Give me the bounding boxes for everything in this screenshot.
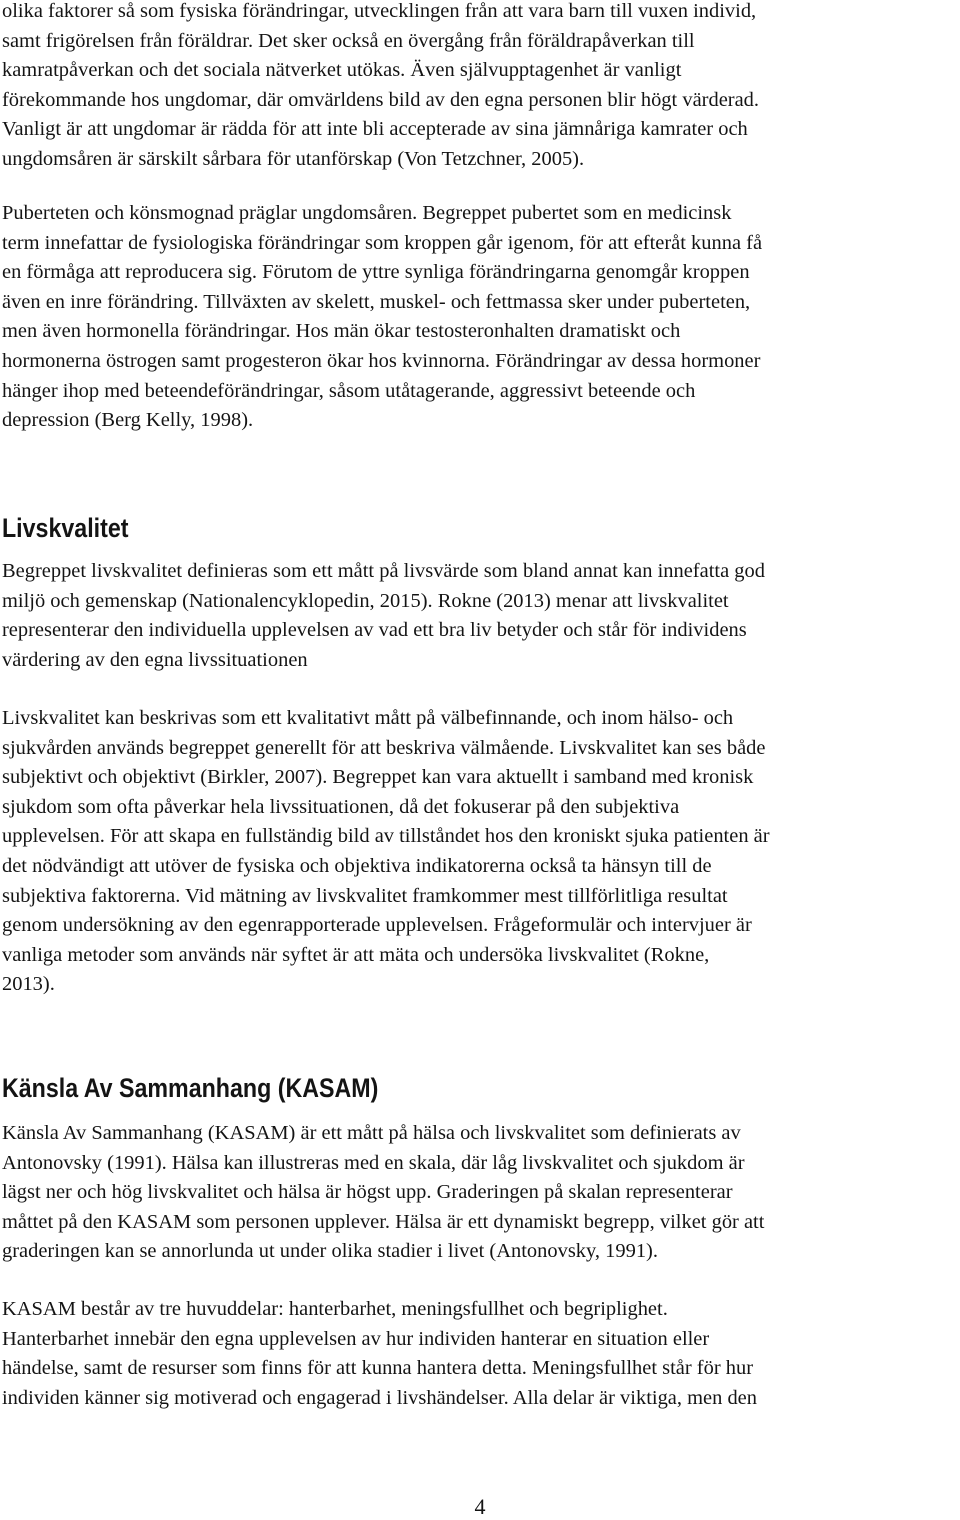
text-line: Livskvalitet kan beskrivas som ett kvalitativt mått på välbefinnande, och inom hälso- och [2, 707, 734, 729]
heading-livskvalitet: Livskvalitet [2, 513, 129, 543]
text-line: Begreppet livskvalitet definieras som ett mått på livsvärde som bland annat kan innefatta god [2, 560, 765, 582]
text-line: samt frigörelsen från föräldrar. Det sker också en övergång från föräldrapåverkan till [2, 29, 695, 52]
text-line: det nödvändigt att utöver de fysiska och objektiva indikatorerna också ta hänsyn till de [2, 854, 712, 877]
text-line: subjektiva faktorerna. Vid mätning av livskvalitet framkommer mest tillförlitliga resultat [2, 884, 728, 907]
text-line: KASAM består av tre huvuddelar: hanterbarhet, meningsfullhet och begriplighet. [2, 1298, 668, 1320]
text-line: händelse, samt de resurser som finns för att kunna hantera detta. Meningsfullhet står för hur [2, 1357, 754, 1380]
paragraph-livskvalitet-definition [2, 557, 958, 675]
text-line: Hanterbarhet innebär den egna upplevelsen av hur individen hanterar en situation eller [2, 1327, 710, 1350]
text-line: olika faktorer så som fysiska förändringar, utvecklingen från att vara barn till vuxen individ, [2, 0, 757, 22]
page-number: 4 [474, 1494, 486, 1519]
text-line: förekommande hos ungdomar, där omvärldens bild av den egna personen blir högt värderad. [2, 88, 760, 111]
text-line: värdering av den egna livssituationen [2, 648, 308, 671]
text-line: upplevelsen. För att skapa en fullständig bild av tillståndet hos den kroniskt sjuka patienten är [2, 825, 770, 848]
text-line: sjukdom som ofta påverkar hela livssituationen, då det fokuserar på den subjektiva [2, 795, 680, 818]
text-line: ungdomsåren är särskilt sårbara för utanförskap (Von Tetzchner, 2005). [2, 147, 585, 170]
text-line: Vanligt är att ungdomar är rädda för att inte bli accepterade av sina jämnåriga kamrater och [2, 118, 748, 141]
text-line: miljö och gemenskap (Nationalencyklopedin, 2015). Rokne (2013) menar att livskvalitet [2, 589, 729, 612]
text-line: Antonovsky (1991). Hälsa kan illustreras med en skala, där låg livskvalitet och sjukdom är [2, 1151, 745, 1174]
text-line: sjukvården används begreppet generellt för att beskriva välmående. Livskvalitet kan ses både [2, 736, 766, 759]
text-line: 2013). [2, 973, 55, 996]
text-line: term innefattar de fysiologiska förändringar som kroppen går igenom, för att efteråt kunna få [2, 231, 763, 254]
text-line: kamratpåverkan och det sociala nätverket utökas. Även självupptagenhet är vanligt [2, 59, 682, 82]
text-line: även en inre förändring. Tillväxten av skelett, muskel- och fettmassa sker under puberteten, [2, 290, 751, 313]
text-line: individen känner sig motiverad och engagerad i livshändelser. Alla delar är viktiga, men den [2, 1386, 757, 1409]
paragraph-kasam-definition [2, 1119, 958, 1267]
text-line: depression (Berg Kelly, 1998). [2, 409, 254, 432]
text-line: Känsla Av Sammanhang (KASAM) är ett mått på hälsa och livskvalitet som definierats av [2, 1122, 741, 1144]
paragraph-puberty [2, 199, 958, 436]
text-line: subjektivt och objektivt (Birkler, 2007). Begreppet kan vara aktuellt i samband med kronisk [2, 766, 754, 789]
text-line: måttet på den KASAM som personen upplever. Hälsa är ett dynamiskt begrepp, vilket gör att [2, 1210, 765, 1233]
heading-kasam: Känsla Av Sammanhang (KASAM) [2, 1073, 379, 1103]
text-line: Puberteten och könsmognad präglar ungdomsåren. Begreppet pubertet som en medicinsk [2, 202, 732, 224]
text-line: men även hormonella förändringar. Hos män ökar testosteronhalten dramatiskt och [2, 320, 681, 343]
text-line: representerar den individuella upplevelsen av vad ett bra liv betyder och står för individens [2, 619, 747, 642]
paragraph-livskvalitet-description [2, 704, 958, 1000]
paragraph-adolescence-factors [2, 0, 958, 175]
text-line: vanliga metoder som används när syftet är att mäta och undersöka livskvalitet (Rokne, [2, 943, 710, 966]
text-line: hänger ihop med beteendeförändringar, såsom utåtagerande, aggressivt beteende och [2, 379, 696, 402]
text-line: graderingen kan se annorlunda ut under olika stadier i livet (Antonovsky, 1991). [2, 1240, 658, 1263]
text-line: genom undersökning av den egenrapporterade upplevelsen. Frågeformulär och intervjuer är [2, 914, 752, 937]
text-line: hormonerna östrogen samt progesteron ökar hos kvinnorna. Förändringar av dessa hormoner [2, 349, 761, 372]
text-line: lägst ner och hög livskvalitet och hälsa är högst upp. Graderingen på skalan representerar [2, 1181, 733, 1204]
paragraph-kasam-components [2, 1295, 958, 1413]
text-line: en förmåga att reproducera sig. Förutom de yttre synliga förändringarna genomgår kroppen [2, 261, 750, 284]
